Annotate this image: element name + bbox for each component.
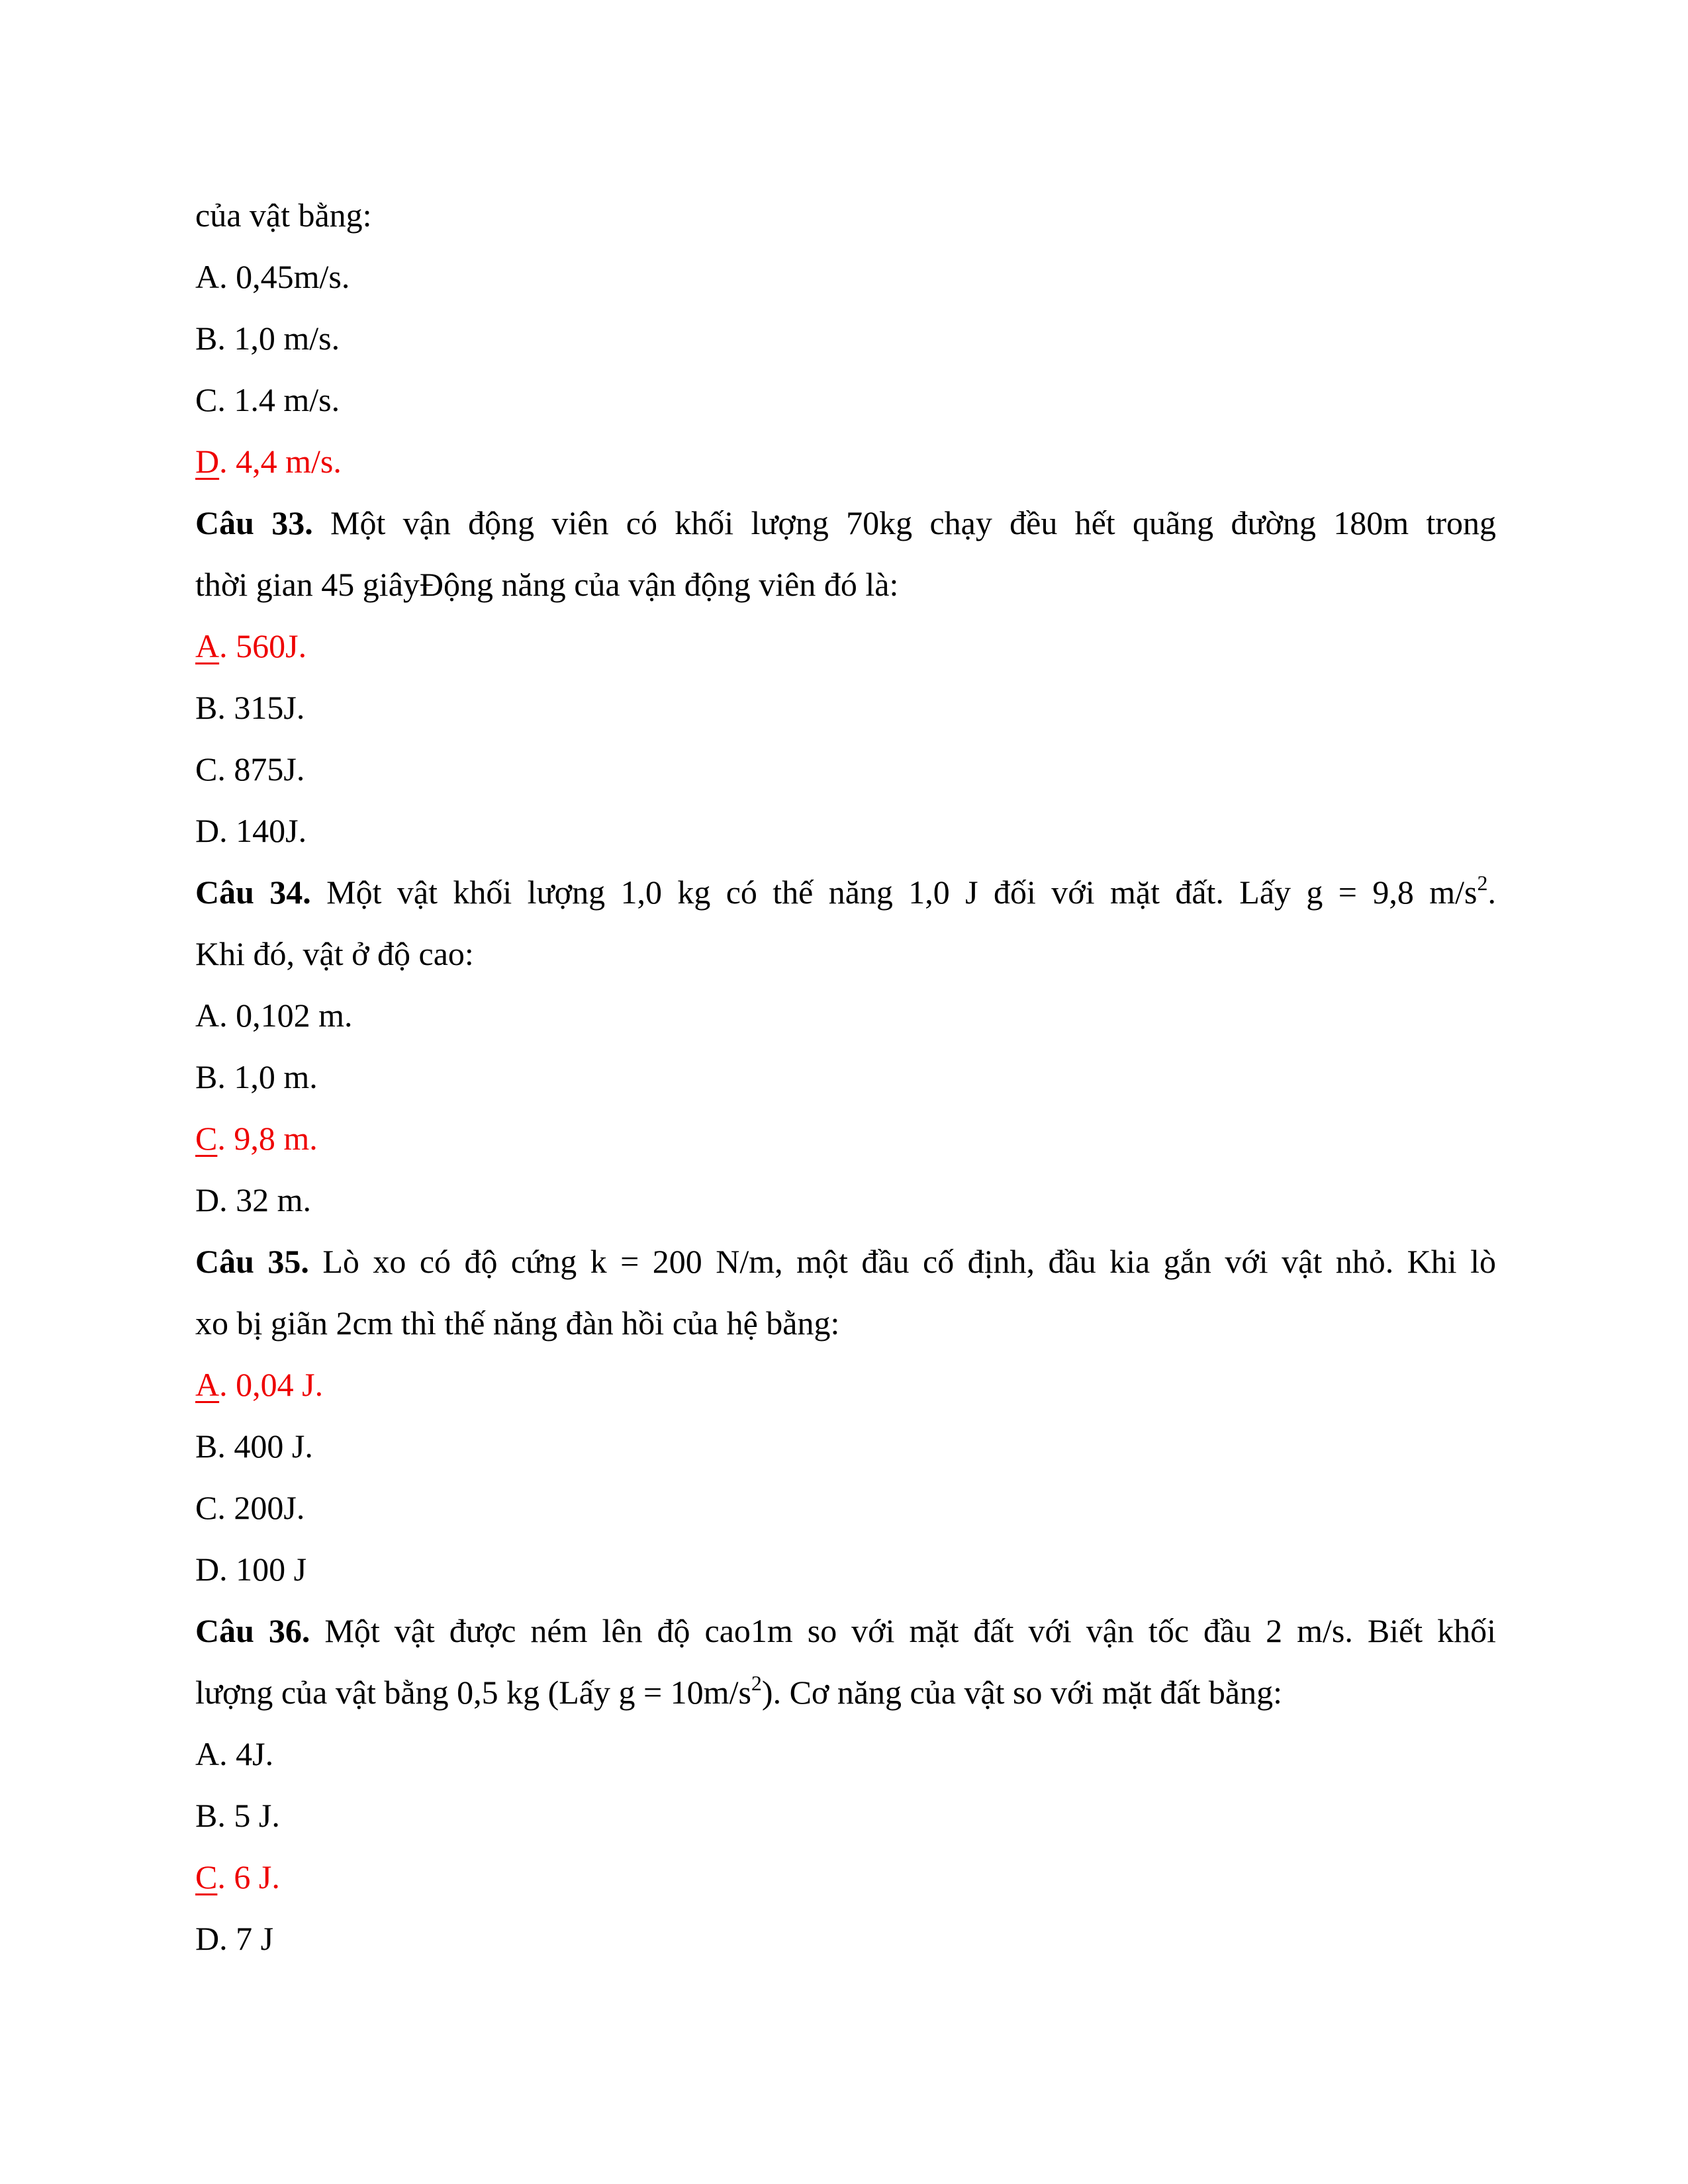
q35-option-d: D. 100 J bbox=[195, 1551, 307, 1588]
q35-stem-line2: xo bị giãn 2cm thì thế năng đàn hồi của hệ bằng: bbox=[195, 1304, 840, 1342]
q35-option-c: C. 200J. bbox=[195, 1489, 305, 1526]
q36-stem-line2: lượng của vật bằng 0,5 kg (Lấy $g = 10m/s^2$). Cơ năng của vật so với mặt đất bằng: bbox=[195, 1671, 1282, 1711]
q33-stem-line1: Câu 33. Một vận động viên có khối lượng 70kg chạy đều hết quãng đường 180m trong bbox=[195, 504, 1497, 541]
q34-stem-line2: Khi đó, vật ở độ cao: bbox=[195, 935, 474, 972]
q36-option-a: A. 4J. bbox=[195, 1735, 274, 1772]
q35-label: Câu 35. bbox=[195, 1243, 309, 1280]
q33-option-a-correct: A. 560J. bbox=[195, 627, 307, 664]
q34-option-d: D. 32 m. bbox=[195, 1181, 312, 1218]
q32-option-d-correct: D. 4,4 m/s. bbox=[195, 443, 342, 480]
q33-option-d: D. 140J. bbox=[195, 812, 307, 849]
q36-option-c-correct: C. 6 J. bbox=[195, 1858, 280, 1895]
q36-option-d: D. 7 J bbox=[195, 1920, 274, 1957]
q35-option-b: B. 400 J. bbox=[195, 1428, 313, 1465]
q35-option-a-correct: A. 0,04 J. bbox=[195, 1366, 324, 1403]
q33-option-b: B. 315J. bbox=[195, 689, 305, 726]
q32-option-c: C. 1.4 m/s. bbox=[195, 381, 340, 418]
q36-stem-line1: Câu 36. Một vật được ném lên độ cao1m so với mặt đất với vận tốc đầu 2 m/s. Biết khối bbox=[195, 1612, 1497, 1649]
q36-option-b: B. 5 J. bbox=[195, 1797, 280, 1834]
q32-option-a: A. 0,45m/s. bbox=[195, 258, 350, 295]
q36-label: Câu 36. bbox=[195, 1612, 310, 1649]
q35-stem-line1: Câu 35. Lò xo có độ cứng k = 200 N/m, một đầu cố định, đầu kia gắn với vật nhỏ. Khi lò bbox=[195, 1243, 1497, 1280]
q34-label: Câu 34. bbox=[195, 874, 311, 911]
q34-option-a: A. 0,102 m. bbox=[195, 997, 353, 1034]
q33-option-c: C. 875J. bbox=[195, 751, 305, 788]
q32-stem-tail: của vật bằng: bbox=[195, 197, 372, 234]
q32-option-b: B. 1,0 m/s. bbox=[195, 320, 340, 357]
q33-label: Câu 33. bbox=[195, 504, 313, 541]
q34-option-b: B. 1,0 m. bbox=[195, 1058, 318, 1095]
q34-option-c-correct: C. 9,8 m. bbox=[195, 1120, 318, 1157]
q33-stem-line2: thời gian 45 giâyĐộng năng của vận động viên đó là: bbox=[195, 566, 899, 603]
q34-stem-line1: Câu 34. Một vật khối lượng 1,0 kg có thế năng 1,0 J đối với mặt đất. Lấy g = 9,8 $m/s^2$. bbox=[195, 871, 1496, 911]
